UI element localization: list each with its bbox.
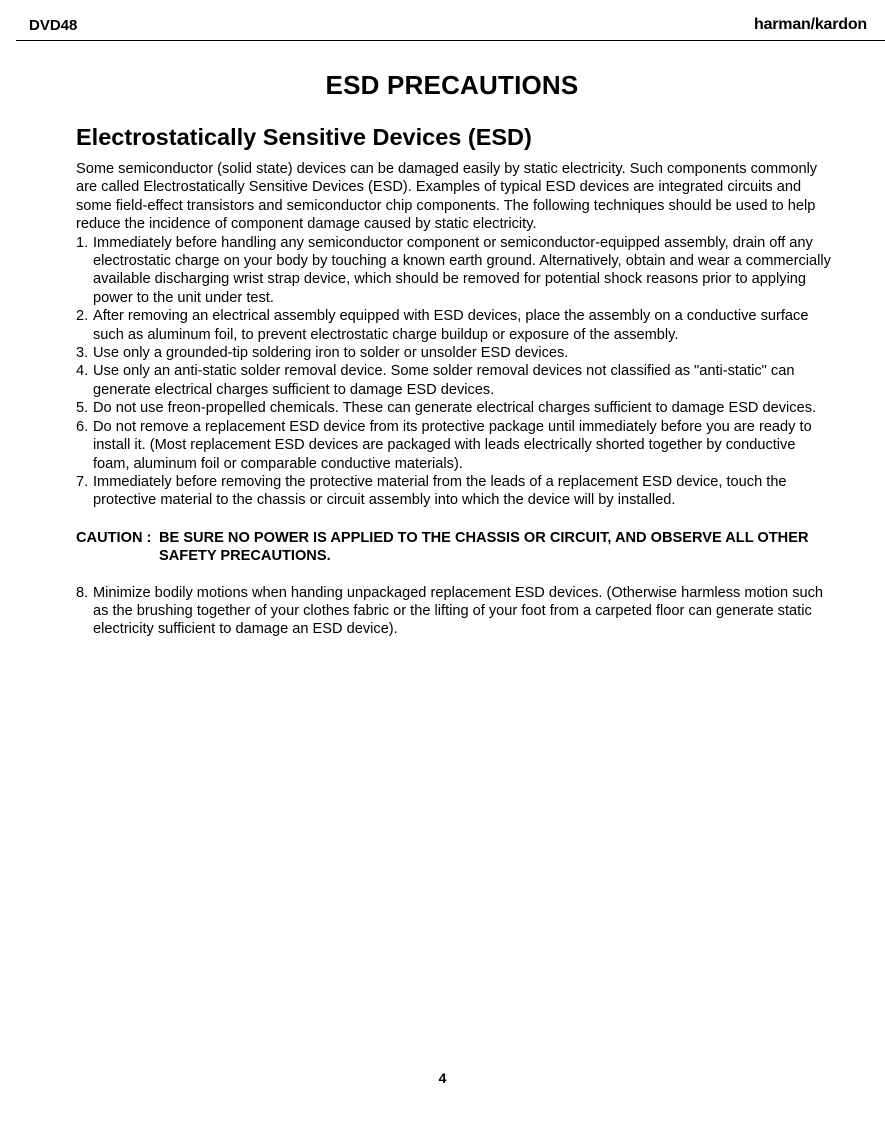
caution-note <box>76 529 836 566</box>
list-item-text: After removing an electrical assembly equipped with ESD devices, place the assembly on a conductive surface such as aluminum foil, to prevent electrostatic charge buildup or exposure of the assembly. <box>93 308 809 343</box>
list-item <box>76 362 836 399</box>
list-item <box>76 399 836 417</box>
precautions-list-continued <box>76 584 836 639</box>
list-item-text: Use only an anti-static solder removal device. Some solder removal devices not classified as "anti-static" can generate electrical charges sufficient to damage ESD devices. <box>93 363 795 398</box>
section-heading: Electrostatically Sensitive Devices (ESD) <box>76 124 532 150</box>
list-item <box>76 584 836 639</box>
list-item-number: 1. <box>76 234 89 251</box>
caution-label: CAUTION : <box>76 529 152 546</box>
caution-text: BE SURE NO POWER IS APPLIED TO THE CHASSIS OR CIRCUIT, AND OBSERVE ALL OTHER SAFETY PRECAUTIONS. <box>159 529 809 565</box>
list-item <box>76 473 836 510</box>
page-header <box>16 16 885 41</box>
list-item-number: 2. <box>76 308 89 325</box>
list-item-number: 5. <box>76 400 89 417</box>
model-number: DVD48 <box>29 17 78 34</box>
list-item-text: Immediately before handling any semiconductor component or semiconductor-equipped assembly, drain off any electrostatic charge on your body by touching a known earth ground. Alternatively, obtain and wear a commercially available discharging wrist strap device, which should be removed for potential shock reasons prior to applying power to the unit under test. <box>93 234 831 306</box>
list-item-text: Do not use freon-propelled chemicals. These can generate electrical charges sufficient to damage ESD devices. <box>93 400 817 417</box>
list-item <box>76 234 836 308</box>
document-body <box>76 122 836 639</box>
list-item-text: Do not remove a replacement ESD device from its protective package until immediately before you are ready to install it. (Most replacement ESD devices are packaged with leads electrically shorted together by conductive foam, aluminum foil or comparable conductive materials). <box>93 418 812 472</box>
list-item-text: Use only a grounded-tip soldering iron to solder or unsolder ESD devices. <box>93 345 569 362</box>
list-item <box>76 344 836 362</box>
page-number: 4 <box>438 1070 447 1086</box>
page-title: ESD PRECAUTIONS <box>325 70 579 100</box>
list-item <box>76 418 836 473</box>
brand-logo: harman/kardon <box>754 16 867 33</box>
list-item-number: 7. <box>76 473 89 490</box>
list-item-text: Immediately before removing the protective material from the leads of a replacement ESD device, touch the protective material to the chassis or circuit assembly into which the device will by installed. <box>93 473 787 509</box>
intro-paragraph: Some semiconductor (solid state) devices can be damaged easily by static electricity. Such components commonly are called Electrostatically Sensitive Devices (ESD). Examples of typical ESD devices are integrated circuits and some field-effect transistors and semiconductor chip components. The following techniques should be used to help reduce the incidence of component damage caused by static electricity. <box>76 161 818 233</box>
list-item-number: 8. <box>76 584 89 601</box>
list-item-text: Minimize bodily motions when handing unpackaged replacement ESD devices. (Otherwise harmless motion such as the brushing together of your clothes fabric or the lifting of your foot from a carpeted floor can generate static electricity sufficient to damage an ESD device). <box>93 584 824 638</box>
list-item-number: 6. <box>76 418 89 435</box>
list-item-number: 3. <box>76 345 89 362</box>
list-item <box>76 307 836 344</box>
list-item-number: 4. <box>76 363 89 380</box>
precautions-list <box>76 234 836 510</box>
